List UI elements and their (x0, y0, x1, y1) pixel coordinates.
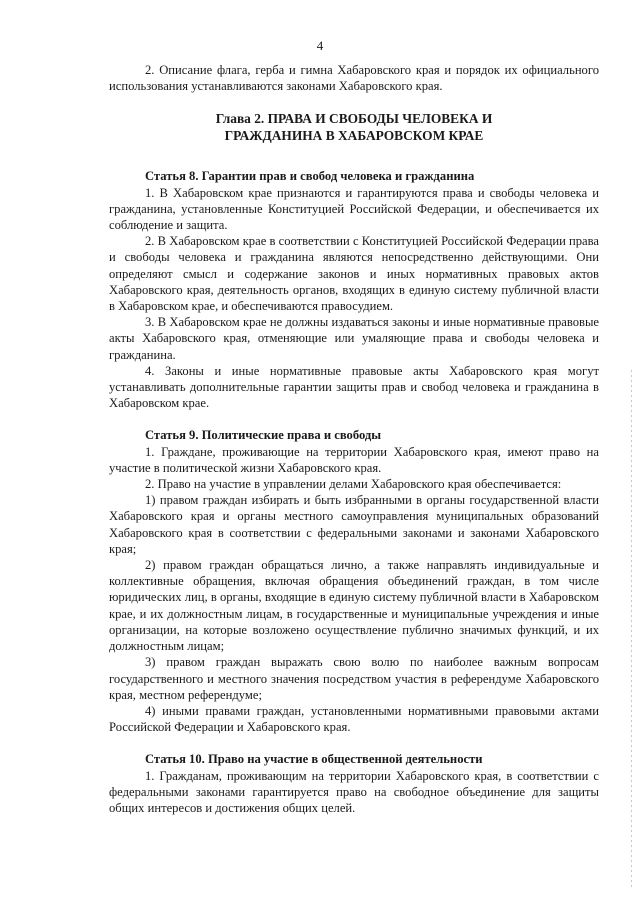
scan-edge-mark (631, 370, 632, 890)
article-8-title: Статья 8. Гарантии прав и свобод человека и гражданина (145, 169, 475, 184)
article-8-paragraph: 2. В Хабаровском крае в соответствии с Конституцией Российской Федерации права и свободы человека и гражданина являются непосредственно действующими. Они определяют смысл и содержание законов и иных нормативных правовых актов Хабаровского края, деятельность органов, входящих в единую систему публичной власти в Хабаровском крае, и обеспечиваются правосудием. (109, 234, 599, 314)
article-8-paragraph: 1. В Хабаровском крае признаются и гарантируются права и свободы человека и гражданина, установленные Конституцией Российской Федерации, и обеспечивается их соблюдение и защита. (109, 185, 599, 233)
article-9-paragraph: 4) иными правами граждан, установленными нормативными правовыми актами Российской Федерации и Хабаровского края. (109, 703, 599, 735)
article-9-paragraph: 1. Граждане, проживающие на территории Хабаровского края, имеют право на участие в политической жизни Хабаровского края. (109, 444, 599, 475)
article-10-paragraph: 1. Гражданам, проживающим на территории Хабаровского края, в соответствии с федеральными законами гарантируется право на свободное объединение для защиты общих интересов и достижения общих целей. (109, 768, 599, 815)
chapter-heading-line-2: ГРАЖДАНИНА В ХАБАРОВСКОМ КРАЕ (224, 128, 484, 144)
section-spacer (109, 735, 599, 751)
article-9-paragraph: 1) правом граждан избирать и быть избранными в органы государственной власти Хабаровского края и органы местного самоуправления муниципальных образований Хабаровского края в соответствии с федеральными законами и законами Хабаровского края; (109, 493, 599, 556)
article-9-title: Статья 9. Политические права и свободы (145, 428, 382, 443)
document-body (109, 62, 599, 816)
article-10 (109, 751, 599, 816)
article-9-paragraph: 3) правом граждан выражать свою волю по наиболее важным вопросам государственного и местного значения посредством участия в референдуме Хабаровского края, местном референдуме; (109, 655, 599, 702)
chapter-heading (109, 110, 599, 144)
intro-paragraph: 2. Описание флага, герба и гимна Хабаровского края и порядок их официального использования устанавливаются законами Хабаровского края. (109, 63, 599, 94)
article-9-paragraph: 2. Право на участие в управлении делами Хабаровского края обеспечивается: (145, 477, 562, 492)
page-number: 4 (316, 38, 324, 53)
article-8-paragraph: 4. Законы и иные нормативные правовые акты Хабаровского края могут устанавливать дополнительные гарантии защиты прав и свобод человека и гражданина в Хабаровском крае. (109, 363, 599, 411)
article-8-paragraph: 3. В Хабаровском крае не должны издаваться законы и иные нормативные правовые акты Хабаровского края, отменяющие или умаляющие права и свободы человека и гражданина. (109, 315, 599, 362)
article-9 (109, 427, 599, 735)
chapter-heading-line-1: Глава 2. ПРАВА И СВОБОДЫ ЧЕЛОВЕКА И (215, 111, 493, 127)
article-10-title: Статья 10. Право на участие в общественной деятельности (145, 752, 483, 767)
article-8 (109, 168, 599, 411)
article-9-paragraph: 2) правом граждан обращаться лично, а также направлять индивидуальные и коллективные обращения, включая обращения объединений граждан, в том числе юридических лиц, в органы, входящие в единую систему публичной власти в Хабаровском крае, и их должностным лицам, в государственные и муниципальные учреждения и иные организации, на которые возложено осуществление публично значимых функций, и их должностным лицам; (109, 558, 599, 654)
section-spacer (109, 411, 599, 427)
